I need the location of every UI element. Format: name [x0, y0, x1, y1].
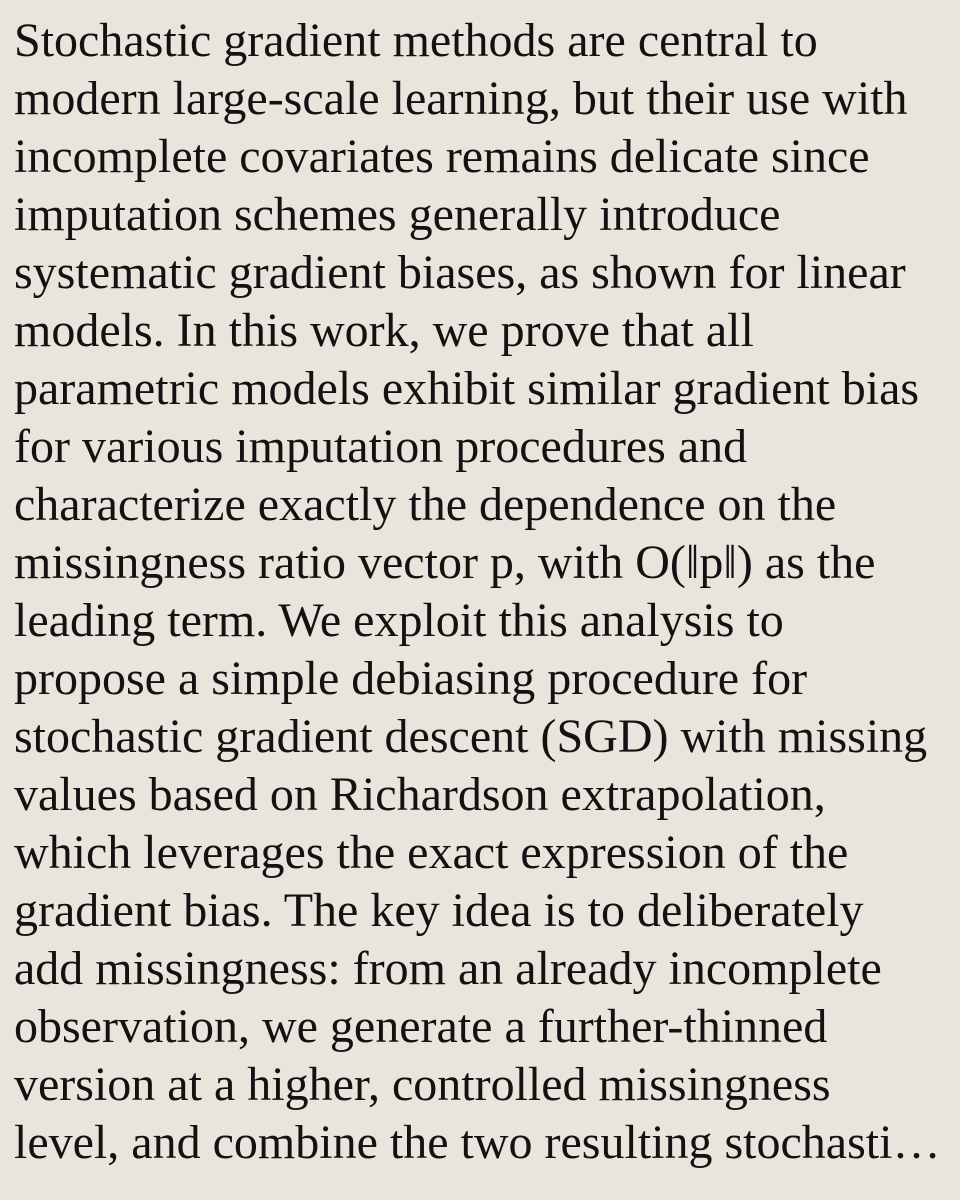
abstract-line-8: for various imputation procedures and	[14, 420, 748, 473]
abstract-line-14: values based on Richardson extrapolation,	[14, 768, 826, 821]
abstract-line-20: level, and combine the two resulting stochasti…	[14, 1116, 941, 1169]
abstract-line-13: stochastic gradient descent (SGD) with missing	[14, 710, 928, 763]
abstract-line-12: propose a simple debiasing procedure for	[14, 652, 808, 705]
abstract-line-19: version at a higher, controlled missingness	[14, 1058, 831, 1111]
abstract-line-15: which leverages the exact expression of the	[14, 826, 849, 879]
abstract-line-9: characterize exactly the dependence on the	[14, 478, 837, 531]
abstract-line-3: incomplete covariates remains delicate since	[14, 130, 870, 183]
abstract-line-1: Stochastic gradient methods are central to	[14, 14, 818, 67]
abstract-line-6: models. In this work, we prove that all	[14, 304, 754, 357]
abstract-line-4: imputation schemes generally introduce	[14, 188, 781, 241]
abstract-line-2: modern large-scale learning, but their use with	[14, 72, 908, 125]
abstract-line-17: add missingness: from an already incomplete	[14, 942, 882, 995]
abstract-line-16: gradient bias. The key idea is to deliberately	[14, 884, 864, 937]
abstract-line-7: parametric models exhibit similar gradient bias	[14, 362, 920, 415]
abstract-line-5: systematic gradient biases, as shown for linear	[14, 246, 906, 299]
abstract-text	[14, 12, 954, 1172]
abstract-line-18: observation, we generate a further-thinned	[14, 1000, 828, 1053]
abstract-line-11: leading term. We exploit this analysis to	[14, 594, 784, 647]
abstract-line-10: missingness ratio vector p, with O(‖p‖) as the	[14, 536, 876, 589]
